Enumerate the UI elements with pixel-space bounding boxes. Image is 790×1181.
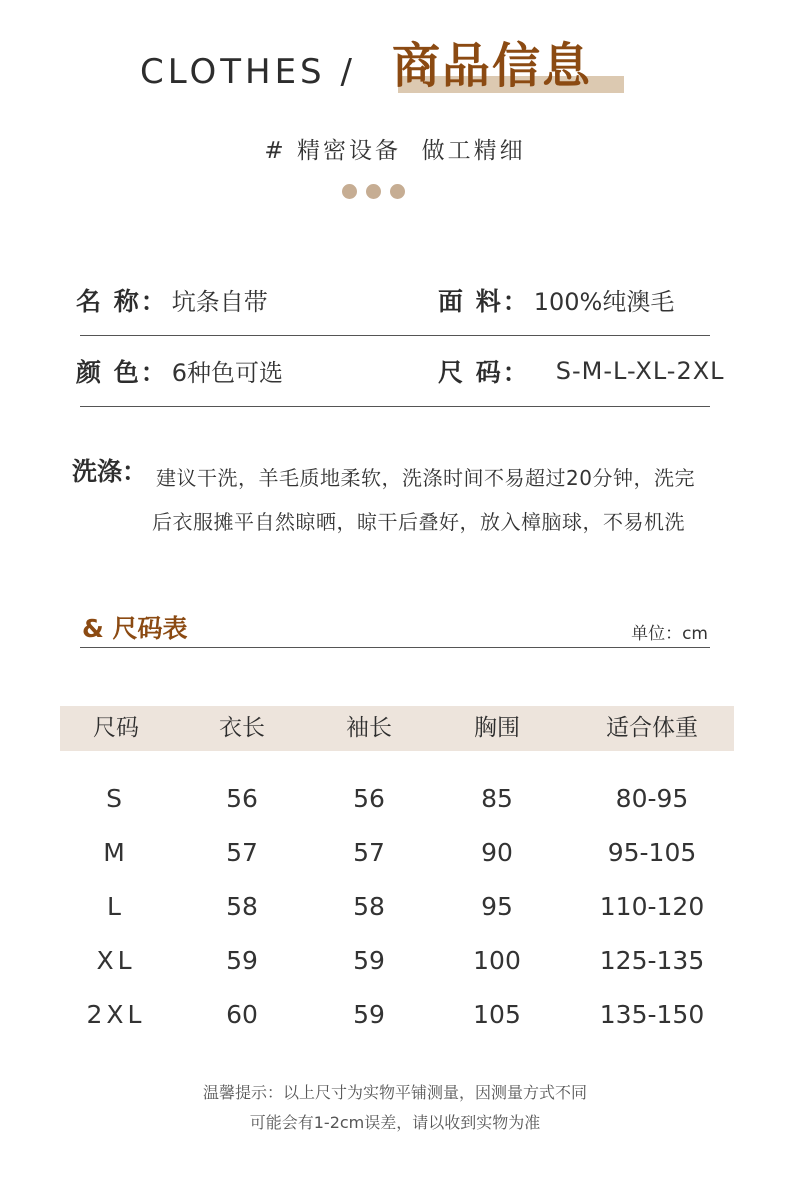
size-chart-title: & 尺码表: [82, 614, 188, 643]
spec-name-label: 名 称: [76, 286, 141, 316]
header-chinese-title: 商品信息: [392, 38, 593, 94]
footer-note-line-2: 可能会有1-2cm误差，请以收到实物为准: [249, 1113, 541, 1132]
spec-size-value: S-M-L-XL-2XL: [555, 356, 725, 385]
table-cell-chest: 95: [481, 892, 513, 921]
spec-colon: ：: [140, 286, 166, 316]
table-cell-weight: 110-120: [599, 892, 705, 921]
size-table-header: [60, 706, 734, 751]
table-cell-sleeve: 59: [353, 1000, 385, 1029]
table-cell-sleeve: 57: [353, 838, 385, 867]
header-chinese-title-block: [392, 36, 624, 96]
spec-color: [76, 335, 283, 406]
table-cell-chest: 100: [473, 946, 521, 975]
spec-row-2: [76, 335, 725, 407]
table-cell-length: 59: [226, 946, 258, 975]
dot-icon: [390, 184, 405, 199]
table-cell-size: L: [107, 892, 125, 921]
spec-material-value: 100%纯澳毛: [533, 288, 675, 316]
column-header-weight: 适合体重: [606, 715, 698, 741]
spec-color-label: 颜 色: [76, 357, 141, 387]
table-cell-weight: 135-150: [599, 1000, 705, 1029]
table-cell-chest: 105: [473, 1000, 521, 1029]
header-english-title: CLOTHES /: [140, 52, 356, 92]
table-cell-weight: 95-105: [607, 838, 697, 867]
footer-note-line-1: 温馨提示：以上尺寸为实物平铺测量，因测量方式不同: [202, 1083, 587, 1102]
spec-name: [76, 264, 268, 335]
spec-colon: ：: [140, 357, 166, 387]
column-header-sleeve: 袖长: [346, 715, 392, 741]
table-cell-length: 56: [226, 784, 258, 813]
dot-icon: [366, 184, 381, 199]
spec-material-label: 面 料: [438, 286, 503, 316]
spec-colon: ：: [502, 286, 528, 316]
table-cell-length: 57: [226, 838, 258, 867]
table-cell-size: XL: [96, 946, 136, 975]
size-chart-heading: [80, 605, 710, 648]
decorative-dots: [342, 184, 405, 200]
table-cell-weight: 80-95: [615, 784, 689, 813]
table-cell-chest: 90: [481, 838, 513, 867]
table-cell-size: S: [106, 784, 126, 813]
wash-text-line-1: 建议干洗，羊毛质地柔软，洗涤时间不易超过20分钟，洗完: [156, 466, 695, 490]
table-cell-size: 2XL: [86, 1000, 146, 1029]
table-cell-sleeve: 58: [353, 892, 385, 921]
table-cell-length: 58: [226, 892, 258, 921]
dot-icon: [342, 184, 357, 199]
spec-colon: ：: [502, 357, 528, 387]
spec-name-value: 坑条自带: [171, 288, 268, 316]
table-cell-sleeve: 56: [353, 784, 385, 813]
table-cell-size: M: [103, 838, 129, 867]
table-cell-sleeve: 59: [353, 946, 385, 975]
spec-material: [438, 264, 714, 335]
table-cell-chest: 85: [481, 784, 513, 813]
table-cell-weight: 125-135: [599, 946, 705, 975]
table-cell-length: 60: [226, 1000, 258, 1029]
spec-row-1: [76, 264, 710, 336]
size-chart-unit: 单位：cm: [631, 624, 708, 644]
spec-color-value: 6种色可选: [171, 359, 284, 387]
spec-size: [438, 335, 725, 406]
wash-text-line-2: 后衣服摊平自然晾晒，晾干后叠好，放入樟脑球，不易机洗: [152, 510, 685, 534]
column-header-chest: 胸围: [474, 715, 520, 741]
column-header-length: 衣长: [219, 715, 265, 741]
spec-size-label: 尺 码: [438, 357, 503, 387]
column-header-size: 尺码: [93, 715, 139, 741]
wash-label: 洗涤：: [72, 457, 148, 486]
subtitle: # 精密设备 做工精细: [264, 138, 526, 164]
